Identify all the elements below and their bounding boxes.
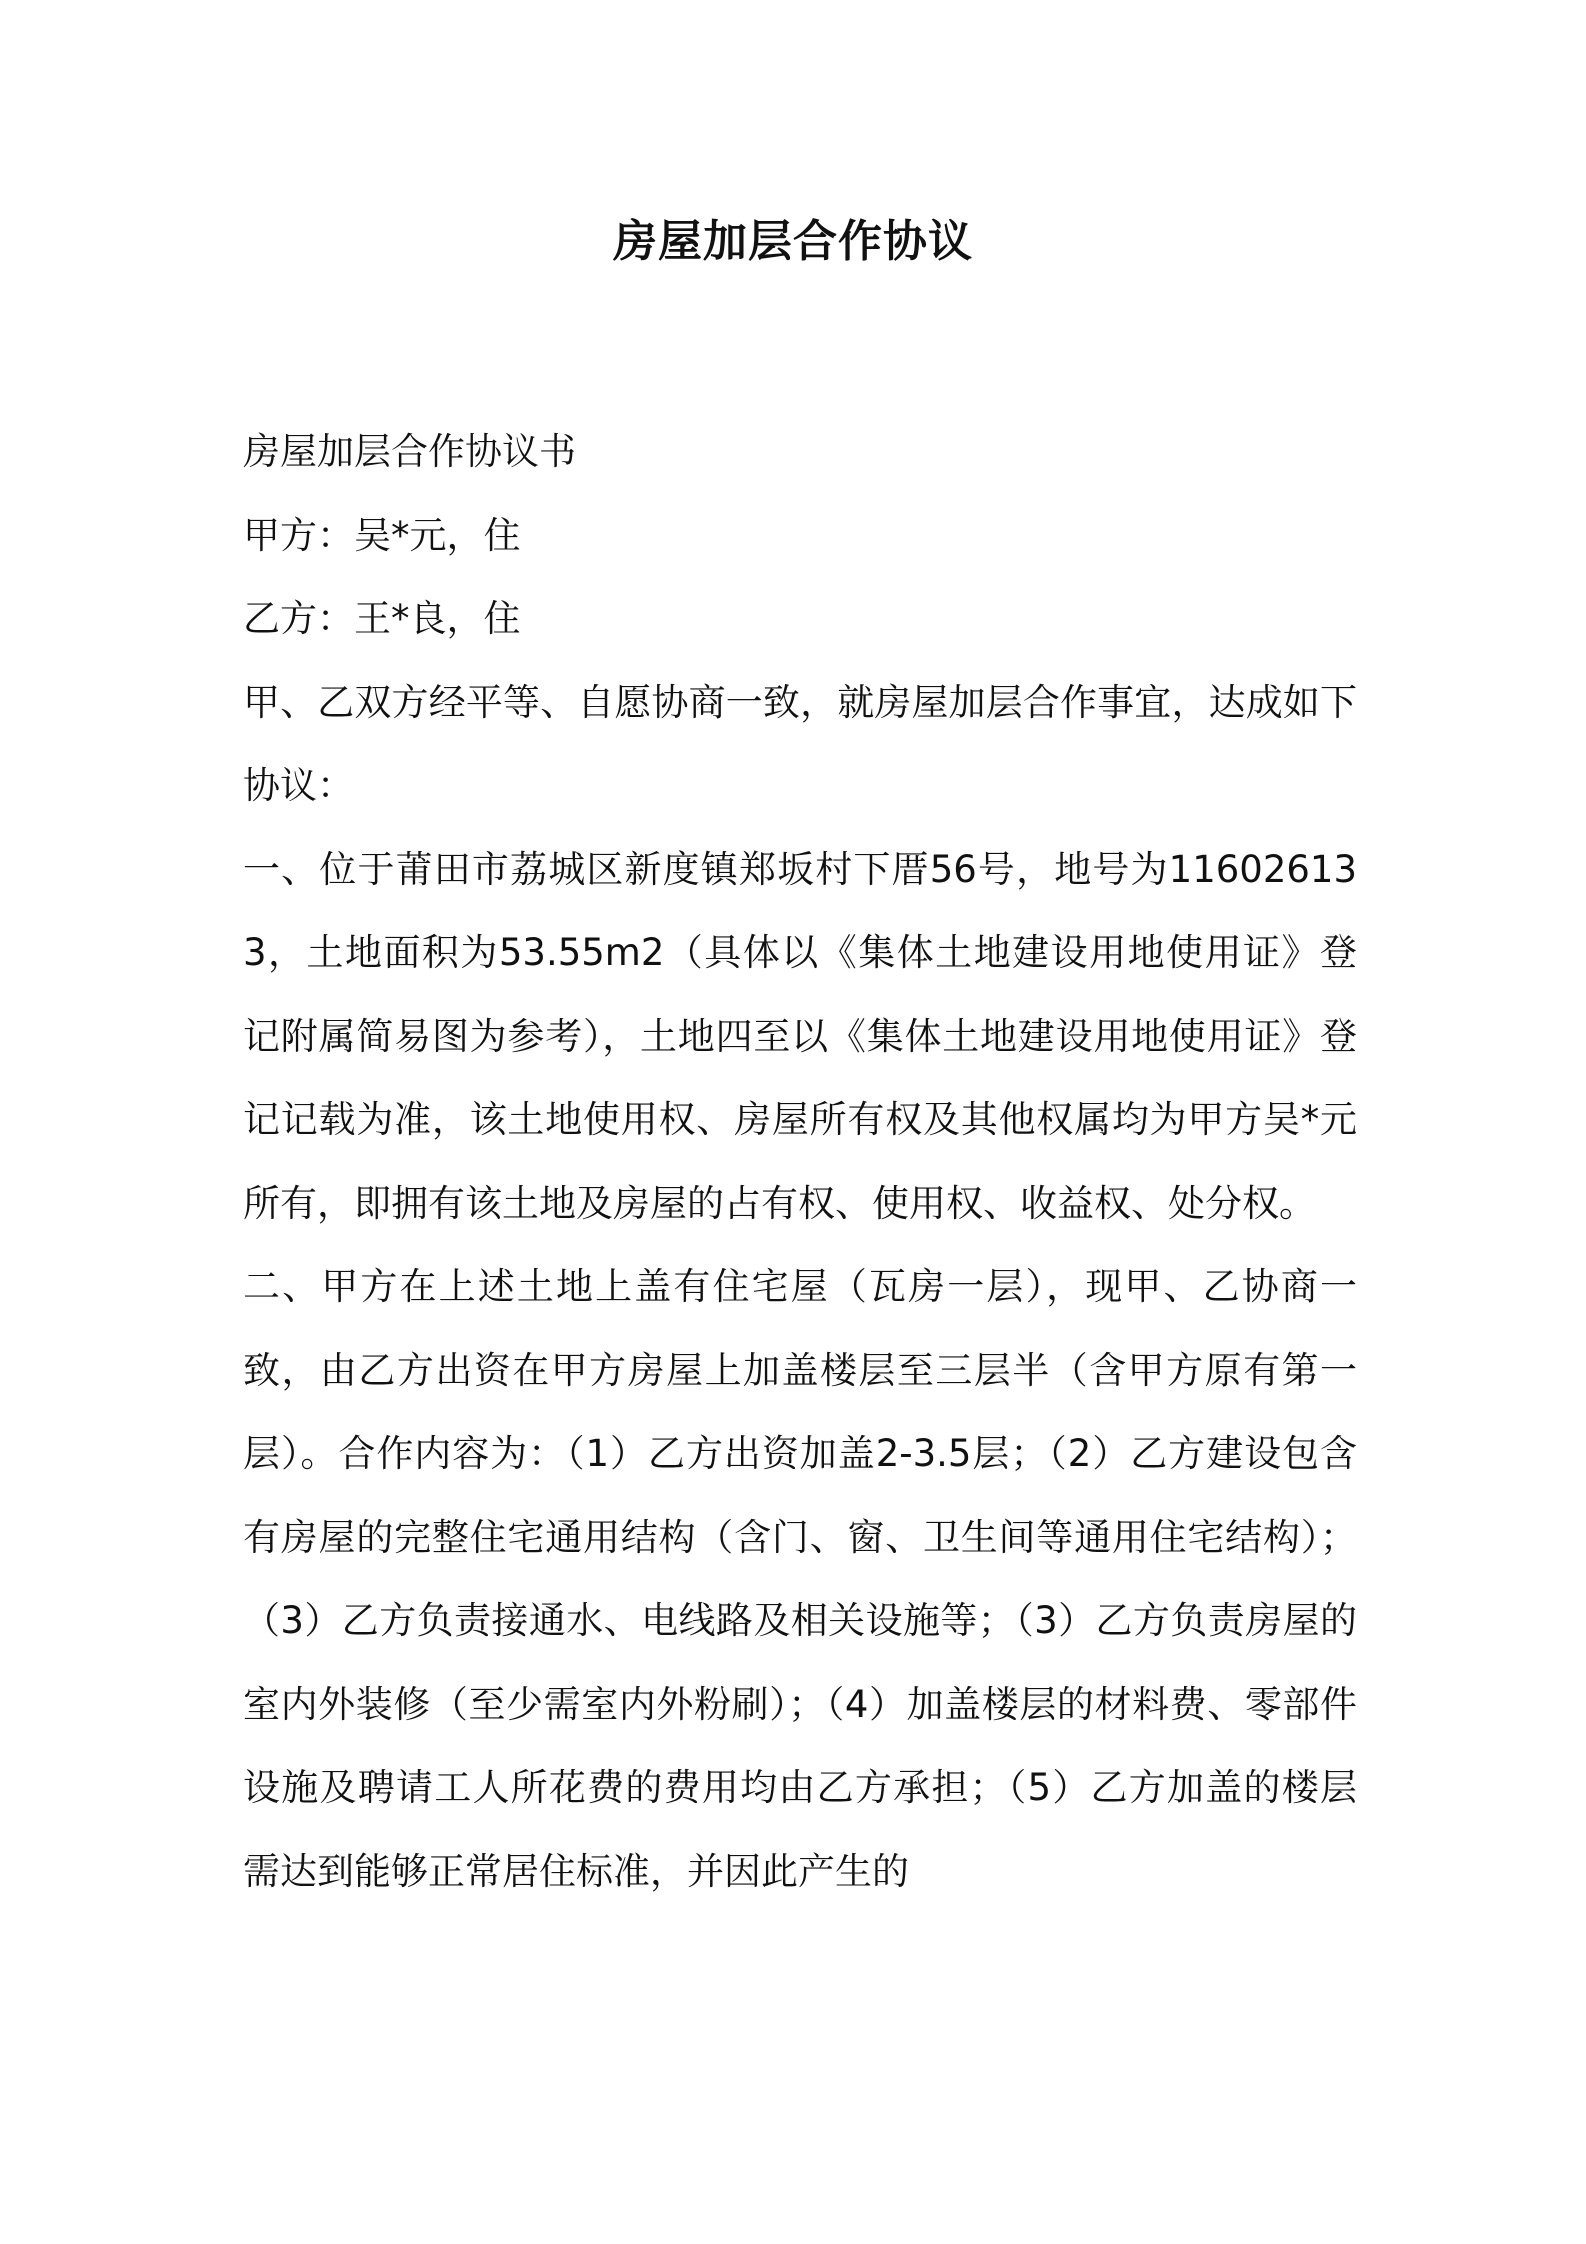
party-a-line: 甲方：吴*元，住 (243, 513, 521, 557)
clause-one-paragraph: 一、位于莆田市荔城区新度镇郑坂村下厝56号，地号为116026133，土地面积为53.55m2（具体以《集体土地建设用地使用证》登记附属简易图为参考），土地四至以《集体土地建设用地使用证》登记记载为准，该土地使用权、房屋所有权及其他权属均为甲方吴*元所有，即拥有该土地及房屋的占有权、使用权、收益权、处分权。 (243, 847, 1357, 1225)
preamble-paragraph: 甲、乙双方经平等、自愿协商一致，就房屋加层合作事宜，达成如下协议： (243, 680, 1357, 807)
clause-two-paragraph: 二、甲方在上述土地上盖有住宅屋（瓦房一层），现甲、乙协商一致，由乙方出资在甲方房屋上加盖楼层至三层半（含甲方原有第一层）。合作内容为：（1）乙方出资加盖2-3.5层；（2）乙方建设包含有房屋的完整住宅通用结构（含门、窗、卫生间等通用住宅结构）；（3）乙方负责接通水、电线路及相关设施等；（3）乙方负责房屋的室内外装修（至少需室内外粉刷）；（4）加盖楼层的材料费、零部件设施及聘请工人所花费的费用均由乙方承担；（5）乙方加盖的楼层需达到能够正常居住标准，并因此产生的 (243, 1265, 1357, 1893)
party-b-line: 乙方：王*良，住 (243, 597, 521, 640)
document-body (243, 410, 1357, 1913)
agreement-subtitle: 房屋加层合作协议书 (243, 430, 576, 473)
document-title: 房屋加层合作协议 (613, 216, 973, 267)
